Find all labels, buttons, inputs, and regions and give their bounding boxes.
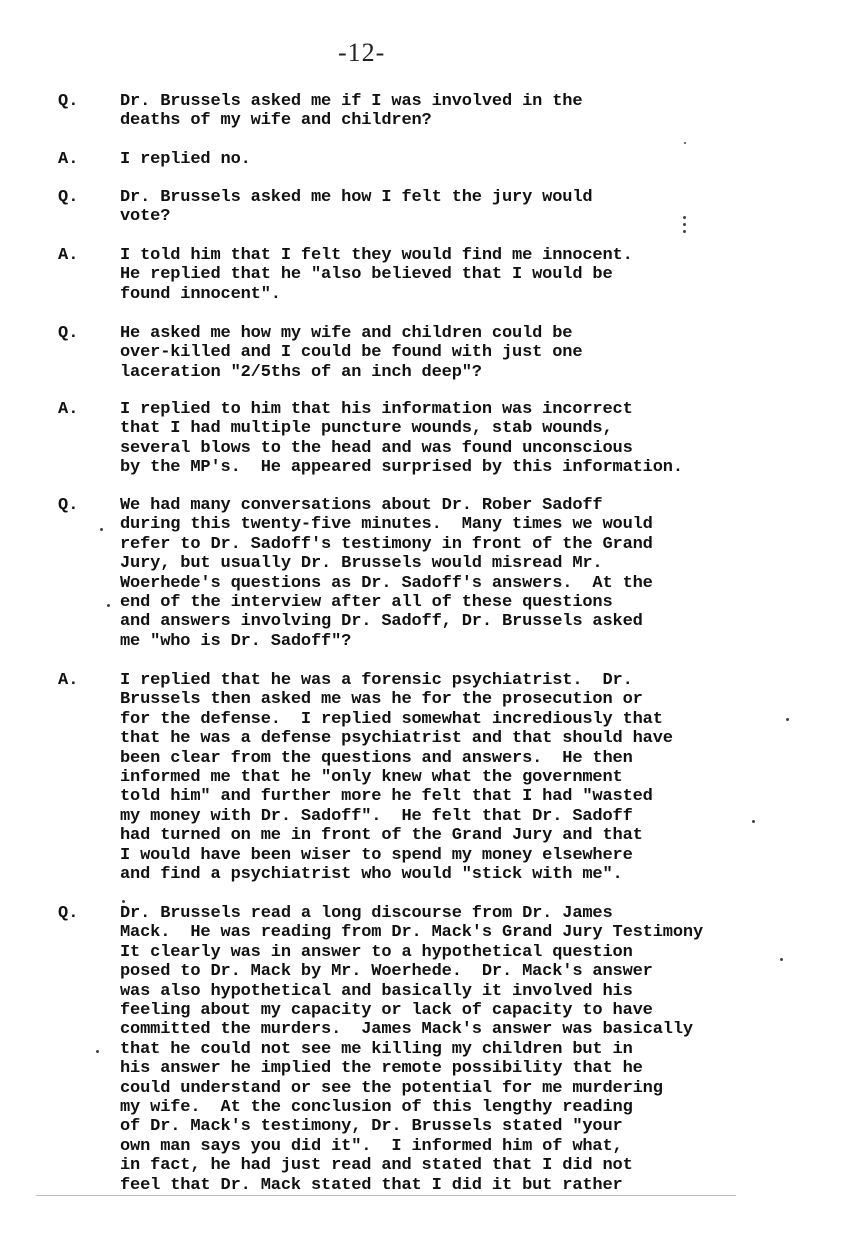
- text-line: that he was a defense psychiatrist and that should have: [120, 729, 673, 749]
- text-line: found innocent".: [120, 284, 281, 304]
- text-line: vote?: [120, 207, 171, 227]
- text-line: for the defense. I replied somewhat incrediously that: [120, 709, 663, 729]
- qa-text: [120, 246, 633, 304]
- text-line: and answers involving Dr. Sadoff, Dr. Brussels asked: [120, 612, 643, 632]
- text-line: It clearly was in answer to a hypothetical question: [120, 942, 633, 962]
- text-line: feeling about my capacity or lack of capacity to have: [120, 1001, 653, 1021]
- scan-speck: [107, 604, 110, 607]
- scan-speck: [786, 718, 789, 721]
- text-line: had turned on me in front of the Grand Jury and that: [120, 826, 643, 846]
- text-line: Dr. Brussels asked me how I felt the jury would: [120, 188, 593, 207]
- text-line: deaths of my wife and children?: [120, 111, 432, 131]
- answer-label: A.: [58, 671, 79, 690]
- scan-speck: [684, 142, 686, 144]
- text-line: over-killed and I could be found with just one: [120, 343, 583, 363]
- text-line: laceration "2/5ths of an inch deep"?: [120, 362, 482, 382]
- text-line: I replied no.: [120, 150, 251, 169]
- text-line: I replied that he was a forensic psychiatrist. Dr.: [120, 671, 633, 690]
- scan-speck: [683, 216, 686, 219]
- scan-speck: [752, 820, 755, 823]
- qa-text: [120, 92, 582, 131]
- text-line: told him" and further more he felt that I had "wasted: [120, 787, 653, 807]
- text-line: I replied to him that his information was incorrect: [120, 400, 633, 419]
- scan-edge-line: [36, 1195, 736, 1196]
- text-line: my wife. At the conclusion of this lengthy reading: [120, 1098, 633, 1118]
- question-label: Q.: [58, 904, 79, 923]
- text-line: my money with Dr. Sadoff". He felt that Dr. Sadoff: [120, 806, 633, 826]
- qa-text: [120, 188, 592, 227]
- question-label: Q.: [58, 92, 79, 111]
- answer-label: A.: [58, 400, 79, 419]
- text-line: He asked me how my wife and children could be: [120, 324, 573, 343]
- scan-speck: [96, 1050, 99, 1053]
- text-line: Mack. He was reading from Dr. Mack's Grand Jury Testimony: [120, 923, 703, 943]
- text-line: We had many conversations about Dr. Rober Sadoff: [120, 496, 603, 515]
- text-line: Dr. Brussels asked me if I was involved in the: [120, 92, 583, 111]
- text-line: of Dr. Mack's testimony, Dr. Brussels stated "your: [120, 1117, 623, 1137]
- qa-text: [120, 496, 653, 651]
- text-line: Woerhede's questions as Dr. Sadoff's answers. At the: [120, 573, 653, 593]
- text-line: end of the interview after all of these questions: [120, 593, 613, 613]
- text-line: me "who is Dr. Sadoff"?: [120, 631, 352, 651]
- text-line: committed the murders. James Mack's answer was basically: [120, 1020, 693, 1040]
- text-line: posed to Dr. Mack by Mr. Woerhede. Dr. Mack's answer: [120, 962, 653, 982]
- scan-speck: [683, 223, 686, 226]
- scan-speck: [100, 528, 103, 531]
- text-line: his answer he implied the remote possibility that he: [120, 1059, 643, 1079]
- text-line: that I had multiple puncture wounds, stab wounds,: [120, 419, 613, 439]
- text-line: He replied that he "also believed that I would be: [120, 265, 613, 285]
- answer-label: A.: [58, 246, 79, 265]
- qa-text: [120, 150, 251, 169]
- question-label: Q.: [58, 324, 79, 343]
- text-line: several blows to the head and was found unconscious: [120, 438, 633, 458]
- question-label: Q.: [58, 496, 79, 515]
- answer-label: A.: [58, 150, 79, 169]
- text-line: I would have been wiser to spend my money elsewhere: [120, 845, 633, 865]
- question-label: Q.: [58, 188, 79, 207]
- text-line: during this twenty-five minutes. Many times we would: [120, 515, 653, 535]
- text-line: informed me that he "only knew what the government: [120, 768, 623, 788]
- text-line: in fact, he had just read and stated that I did not: [120, 1156, 633, 1176]
- scan-speck: [122, 900, 125, 903]
- qa-text: [120, 400, 683, 478]
- text-line: could understand or see the potential for me murdering: [120, 1078, 663, 1098]
- qa-text: [120, 904, 703, 1195]
- text-line: was also hypothetical and basically it involved his: [120, 981, 633, 1001]
- text-line: feel that Dr. Mack stated that I did it but rather: [120, 1175, 623, 1195]
- text-line: refer to Dr. Sadoff's testimony in front of the Grand: [120, 534, 653, 554]
- scan-speck: [780, 958, 783, 961]
- scan-speck: [683, 230, 686, 233]
- text-line: own man says you did it". I informed him of what,: [120, 1136, 623, 1156]
- text-line: that he could not see me killing my children but in: [120, 1039, 633, 1059]
- text-line: by the MP's. He appeared surprised by this information.: [120, 458, 683, 478]
- text-line: and find a psychiatrist who would "stick with me".: [120, 865, 623, 885]
- text-line: Dr. Brussels read a long discourse from Dr. James: [120, 904, 613, 923]
- text-line: Brussels then asked me was he for the prosecution or: [120, 690, 643, 710]
- text-line: I told him that I felt they would find me innocent.: [120, 246, 633, 265]
- qa-text: [120, 324, 582, 382]
- page-number: -12-: [338, 38, 386, 67]
- text-line: Jury, but usually Dr. Brussels would misread Mr.: [120, 554, 603, 574]
- qa-text: [120, 671, 673, 884]
- text-line: been clear from the questions and answers. He then: [120, 748, 633, 768]
